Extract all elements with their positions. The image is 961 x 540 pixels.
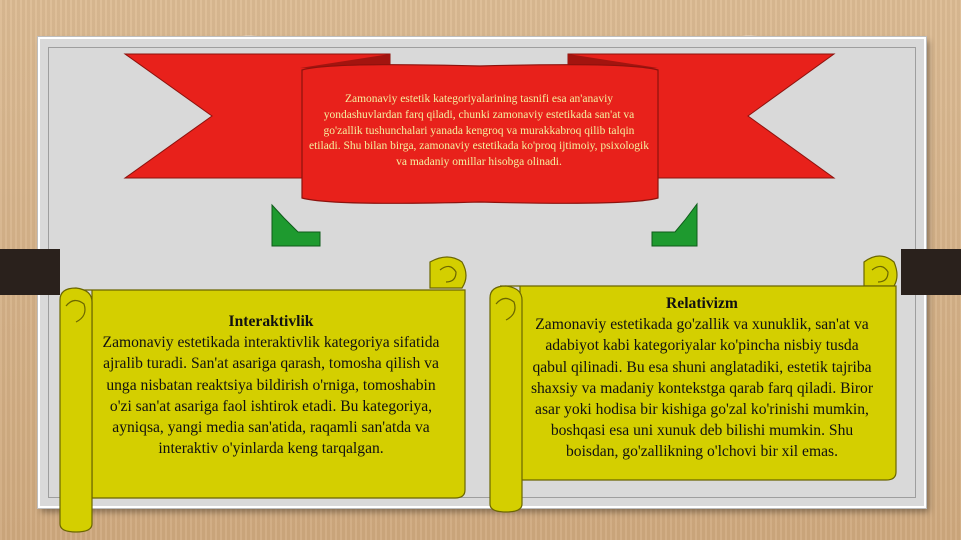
scroll-left-title: Interaktivlik — [228, 313, 314, 330]
scroll-right-title: Relativizm — [666, 295, 738, 312]
corner-arrow-down-right-icon — [652, 204, 697, 246]
scroll-right-body: Zamonaviy estetikada go'zallik va xunuklik, san'at va adabiyot kabi kategoriyalar ko'pincha nisbiy tusda qabul qilinadi. Bu esa shuni anglatadiki, estetik tajriba shaxsiy va madaniy kontekstga qarab farq qiladi. Biror asar yoki hodisa bir kishiga go'zal ko'rinishi mumkin, boshqasi esa uni xunuk deb bilishi mumkin. Shu boisdan, go'zallikning o'lchovi bir xil emas. — [530, 316, 874, 461]
banner-text: Zamonaviy estetik kategoriyalarining tasnifi esa an'anaviy yondashuvlardan farq qiladi, chunki zamonaviy estetikada san'at va go'zallik tushunchalari yanada kengroq va murakkabroq qilib talqin etiladi. Shu bilan birga, zamonaviy estetikada ko'proq ijtimoiy, psixologik va madaniy omillar hisobga olinadi. — [309, 93, 649, 169]
corner-arrow-down-left-icon — [272, 205, 320, 246]
scroll-right-content — [528, 293, 876, 463]
scroll-left-body: Zamonaviy estetikada interaktivlik kategoriya sifatida ajralib turadi. San'at asariga qarash, tomosha qilish va unga nisbatan reaktsiya bildirish o'rniga, tomoshabin o'zi san'at asariga faol ishtirok etadi. Bu kategoriya, ayniqsa, yangi media san'atida, raqamli san'atda va interaktiv o'yinlarda keng tarqalgan. — [102, 334, 440, 458]
scroll-left-content — [98, 311, 444, 459]
